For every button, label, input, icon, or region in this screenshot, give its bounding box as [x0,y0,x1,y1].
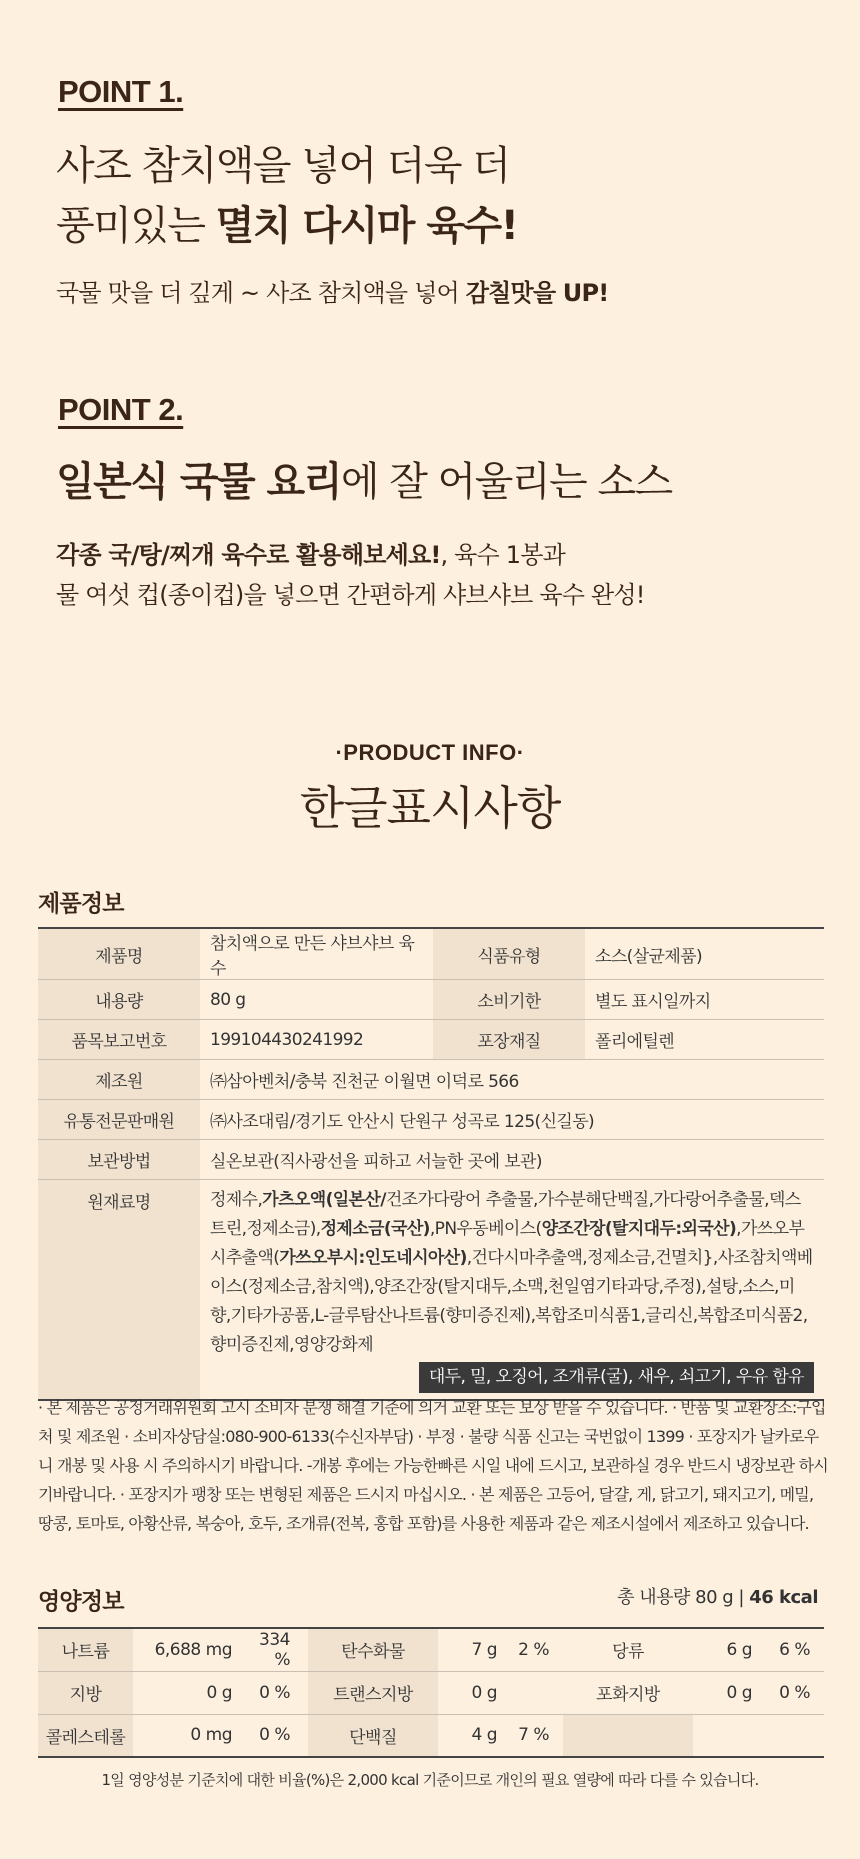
trans-fat-pct [503,1671,563,1714]
nutrition-table [38,1627,824,1758]
point2-subtext-line1: 각종 국/탕/찌개 육수로 활용해보세요!, 육수 1봉과 [56,541,566,569]
point1-subtext: 국물 맛을 더 깊게 ~ 사조 참치액을 넣어 감칠맛을 UP! [56,279,609,307]
ingredients-value [200,1180,824,1401]
point1-label: POINT 1. [58,74,184,109]
content-amount-header: 내용량 [38,980,200,1020]
table-row [38,1020,824,1060]
protein-pct: 7 % [518,1725,549,1746]
sugar-pct: 6 % [758,1628,824,1671]
blank-cell [563,1714,693,1757]
nutrition-total: 총 내용량 80 g | 46 kcal [617,1587,818,1608]
table-row [38,1180,824,1401]
sodium-name: 나트륨 [38,1628,133,1671]
product-name-header: 제품명 [38,928,200,980]
carbs-name: 탄수화물 [308,1628,438,1671]
carbs-pct: 2 % [503,1628,563,1671]
trans-fat-name: 트랜스지방 [308,1671,438,1714]
point2-headline: 일본식 국물 요리에 잘 어울리는 소스 [56,459,672,505]
protein-amount: 4 g [471,1725,497,1746]
storage-header: 보관방법 [38,1140,200,1180]
packaging-value: 폴리에틸렌 [585,1020,824,1060]
fat-amount: 0 g [133,1671,238,1714]
protein-name: 단백질 [308,1714,438,1757]
blank-cell [758,1714,824,1757]
expiry-value: 별도 표시일까지 [585,980,824,1020]
sodium-amount: 6,688 mg [133,1628,238,1671]
ingredients-header: 원재료명 [38,1180,200,1401]
table-row [38,1714,824,1757]
distributor-header: 유통전문판매원 [38,1100,200,1140]
sugar-name: 당류 [563,1628,693,1671]
table-row [38,1060,824,1100]
product-section-title: 제품정보 [38,891,124,917]
table-row [38,980,824,1020]
table-row [38,1140,824,1180]
table-row [38,1100,824,1140]
storage-value: 실온보관(직사광선을 피하고 서늘한 곳에 보관) [200,1140,824,1180]
allergy-badge: 대두, 밀, 오징어, 조개류(굴), 새우, 쇠고기, 우유 함유 [419,1362,814,1393]
fat-pct: 0 % [238,1671,308,1714]
sat-fat-pct: 0 % [758,1671,824,1714]
sugar-amount: 6 g [693,1628,758,1671]
fat-name: 지방 [38,1671,133,1714]
food-type-header: 식품유형 [433,928,585,980]
nutrition-section-title: 영양정보 [38,1589,124,1615]
cholesterol-pct: 0 % [259,1725,290,1746]
ingredients-text: 정제수,가츠오액(일본산/건조가다랑어 추출물,가수분해단백질,가다랑어추출물,덱스트린,정제소금),정제소금(국산),PN우동베이스(양조간장(탈지대두:외국산),가쓰오부시추출액(가쓰오부시:인도네시아산),건다시마추출액,정제소금,건멸치},사조참치액베이스(정제소금,참치액),양조간장(탈지대두,소맥,천일염기타과당,주정),설탕,소스,미향,기타가공품,L-글루탐산나트륨(향미증진제),복합조미식품1,글리신,복합조미식품2,향미증진제,영양강화제 [210,1190,813,1355]
product-info-table [38,927,824,1401]
carbs-amount: 7 g [438,1628,503,1671]
manufacturer-header: 제조원 [38,1060,200,1100]
report-number-header: 품목보고번호 [38,1020,200,1060]
blank-cell [693,1714,758,1757]
consumer-notice: · 본 제품은 공정거래위원회 고시 소비자 분쟁 해결 기준에 의거 교환 또는 보상 받을 수 있습니다. · 반품 및 교환장소:구입처 및 제조원 · 소비자상담실:080-900-6133(수신자부담) · 부정 · 불량 식품 신고는 국번없이 1399 · 포장지가 날카로우니 개봉 및 사용 시 주의하시기 바랍니다. -개봉 후에는 가능한빠른 시일 내에 드시고, 보관하실 경우 반드시 냉장보관 하시기바랍니다. · 포장지가 팽창 또는 변형된 제품은 드시지 마십시오. · 본 제품은 고등어, 달걀, 게, 닭고기, 돼지고기, 메밀, 땅콩, 토마토, 아황산류, 복숭아, 호두, 조개류(전복, 홍합 포함)를 사용한 제품과 같은 제조시설에서 제조하고 있습니다. [38,1398,828,1533]
trans-fat-amount: 0 g [438,1671,503,1714]
packaging-header: 포장재질 [433,1020,585,1060]
report-number-value: 199104430241992 [200,1020,433,1060]
point2-subtext-line2: 물 여섯 컵(종이컵)을 넣으면 간편하게 샤브샤브 육수 완성! [56,581,645,609]
product-name-value: 참치액으로 만든 샤브샤브 육수 [200,928,433,980]
food-type-value: 소스(살균제품) [585,928,824,980]
nutrition-footnote: 1일 영양성분 기준치에 대한 비율(%)은 2,000 kcal 기준이므로 개인의 필요 열량에 따라 다를 수 있습니다. [101,1771,759,1789]
sat-fat-name: 포화지방 [563,1671,693,1714]
distributor-value: ㈜사조대림/경기도 안산시 단원구 성곡로 125(신길동) [200,1100,824,1140]
table-row [38,928,824,980]
point1-headline [56,136,517,256]
point2-label: POINT 2. [58,392,184,427]
table-row [38,1628,824,1671]
point1-headline-line1: 사조 참치액을 넣어 더욱 더 [56,143,510,189]
product-info-eyebrow: ·PRODUCT INFO· [335,740,525,765]
point1-headline-line2: 풍미있는 멸치 다시마 육수! [56,203,518,249]
sat-fat-amount: 0 g [693,1671,758,1714]
cholesterol-name: 콜레스테롤 [38,1714,133,1757]
cholesterol-amount: 0 mg [190,1725,232,1746]
manufacturer-value: ㈜삼아벤처/충북 진천군 이월면 이덕로 566 [200,1060,824,1100]
content-amount-value: 80 g [200,980,433,1020]
expiry-header: 소비기한 [433,980,585,1020]
table-row [38,1671,824,1714]
product-info-title: 한글표시사항 [299,781,561,835]
point2-subtext [56,535,645,615]
sodium-pct: 334 % [238,1628,308,1671]
